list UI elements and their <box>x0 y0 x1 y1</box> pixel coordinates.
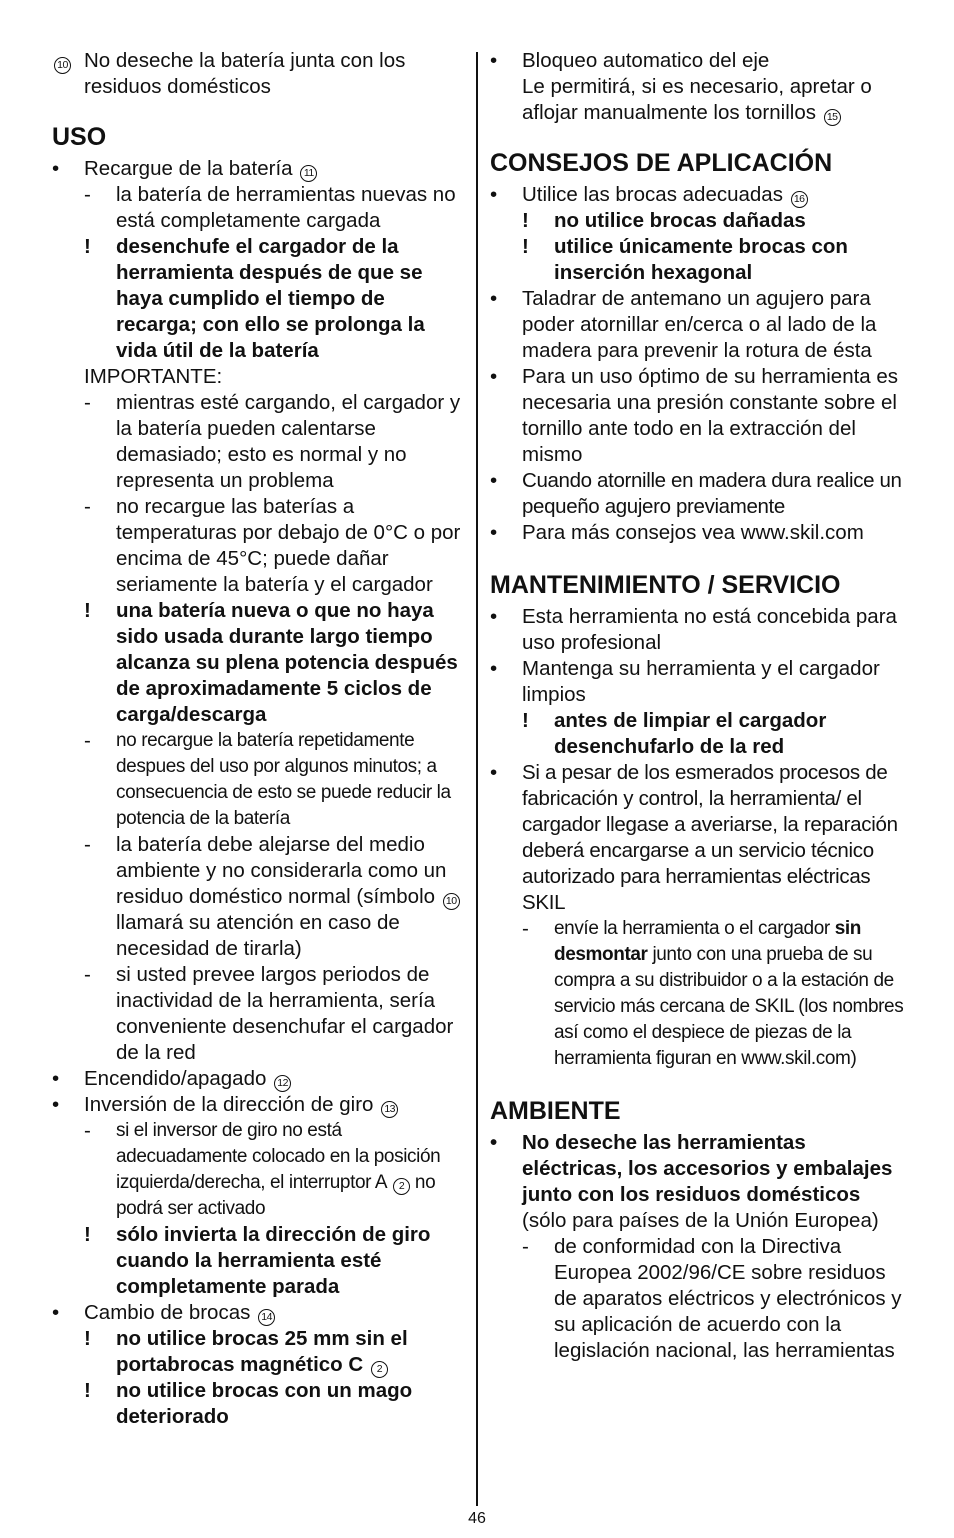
column-divider <box>476 52 478 1506</box>
section-heading-uso: USO <box>52 123 107 151</box>
warning-item: ! antes de limpiar el cargador desenchufarlo de la red <box>522 709 827 758</box>
warning-item: ! una batería nueva o que no haya sido usada durante largo tiempo alcanza su plena potencia después de aproximadamente 5 ciclos de carga/descarga <box>84 599 458 726</box>
list-item: • Encendido/apagado 12 <box>52 1066 466 1092</box>
list-item: • Para un uso óptimo de su herramienta es necesaria una presión constante sobre el tornillo ante todo en la extracción del mismo <box>490 365 899 466</box>
list-item: • Esta herramienta no está concebida para uso profesional <box>490 605 897 654</box>
warning-item: ! no utilice brocas 25 mm sin el portabrocas magnético C 2 <box>84 1327 408 1376</box>
circled-number-14: 14 <box>258 1309 275 1326</box>
list-item: - de conformidad con la Directiva Europea 2002/96/CE sobre residuos de aparatos eléctricos y electrónicos y su aplicación de acuerdo con la legislación nacional, las herramientas <box>522 1235 902 1362</box>
left-column <box>52 48 466 1430</box>
list-item: • Inversión de la dirección de giro 13 <box>52 1092 466 1118</box>
list-item: • Utilice las brocas adecuadas 16 <box>490 182 906 208</box>
list-item: • No deseche las herramientas eléctricas, los accesorios y embalajes junto con los residuos domésticos (sólo para países de la Unión Europea) <box>490 1131 893 1232</box>
circled-number-10: 10 <box>54 57 71 74</box>
warning-item: ! desenchufe el cargador de la herramienta después de que se haya cumplido el tiempo de recarga; con ello se prolonga la vida útil de la batería <box>84 235 425 362</box>
list-item: • Taladrar de antemano un agujero para poder atornillar en/cerca o al lado de la madera para prevenir la rotura de ésta <box>490 287 877 362</box>
list-item: - no recargue la batería repetidamente despues del uso por algunos minutos; a consecuencia de esto se puede reducir la potencia de la batería <box>84 729 451 829</box>
page-number: 46 <box>468 1510 486 1527</box>
list-item: • Mantenga su herramienta y el cargador limpios <box>490 657 880 706</box>
importante-label: IMPORTANTE: <box>84 365 223 388</box>
list-item: • Si a pesar de los esmerados procesos de fabricación y control, la herramienta/ el cargador llegase a averiarse, la reparación deberá encargarse a un servicio técnico autorizado para herramientas eléctricas SKIL <box>490 761 898 914</box>
list-item: - mientras esté cargando, el cargador y la batería pueden calentarse demasiado; esto es normal y no representa un problema <box>84 391 461 492</box>
list-item: • Cuando atornille en madera dura realice un pequeño agujero previamente <box>490 469 902 518</box>
list-item: - si el inversor de giro no está adecuadamente colocado en la posición izquierda/derecha, el interruptor A 2 no podrá ser activado <box>84 1119 441 1219</box>
circled-number-13: 13 <box>381 1101 398 1118</box>
list-item: - la batería debe alejarse del medio ambiente y no considerarla como un residuo doméstico normal (símbolo 10 llamará su atención en caso de necesidad de tirarla) <box>52 832 466 962</box>
list-item: • Cambio de brocas 14 <box>52 1300 466 1326</box>
circled-number-12: 12 <box>274 1075 291 1092</box>
warning-item: ! sólo invierta la dirección de giro cuando la herramienta esté completamente parada <box>84 1223 431 1298</box>
section-heading-ambiente: AMBIENTE <box>490 1097 621 1125</box>
circled-number-2: 2 <box>393 1178 410 1195</box>
list-item: - la batería de herramientas nuevas no está completamente cargada <box>84 183 456 232</box>
circled-number-16: 16 <box>791 191 808 208</box>
circled-number-10: 10 <box>443 893 460 910</box>
list-item: 10 No deseche la batería junta con los residuos domésticos <box>52 48 466 100</box>
list-item: • Para más consejos vea www.skil.com <box>490 521 864 544</box>
circled-number-2: 2 <box>371 1361 388 1378</box>
list-item: • Recargue de la batería 11 <box>52 156 466 182</box>
list-item: • Bloqueo automatico del eje Le permitirá, si es necesario, apretar o aflojar manualmente los tornillos 15 <box>490 49 872 124</box>
warning-item: ! no utilice brocas dañadas <box>522 209 806 232</box>
circled-number-15: 15 <box>824 109 841 126</box>
section-heading-mantenimiento: MANTENIMIENTO / SERVICIO <box>490 571 841 599</box>
section-heading-consejos: CONSEJOS DE APLICACIÓN <box>490 149 833 177</box>
warning-item: ! utilice únicamente brocas con inserción hexagonal <box>522 235 848 284</box>
warning-item: ! no utilice brocas con un mago deteriorado <box>84 1379 413 1428</box>
list-item: - no recargue las baterías a temperaturas por debajo de 0°C o por encima de 45°C; puede dañar seriamente la batería y el cargador <box>84 495 461 596</box>
list-item: - si usted prevee largos periodos de inactividad de la herramienta, sería conveniente desenchufar el cargador de la red <box>84 963 454 1064</box>
circled-number-11: 11 <box>300 165 317 182</box>
right-column <box>490 48 906 1364</box>
list-item: - envíe la herramienta o el cargador sin desmontar junto con una prueba de su compra a su distribuidor o a la estación de servicio más cercana de SKIL (los nombres así como el despiece de piezas de la herramienta figuran en www.skil.com) <box>522 917 904 1069</box>
